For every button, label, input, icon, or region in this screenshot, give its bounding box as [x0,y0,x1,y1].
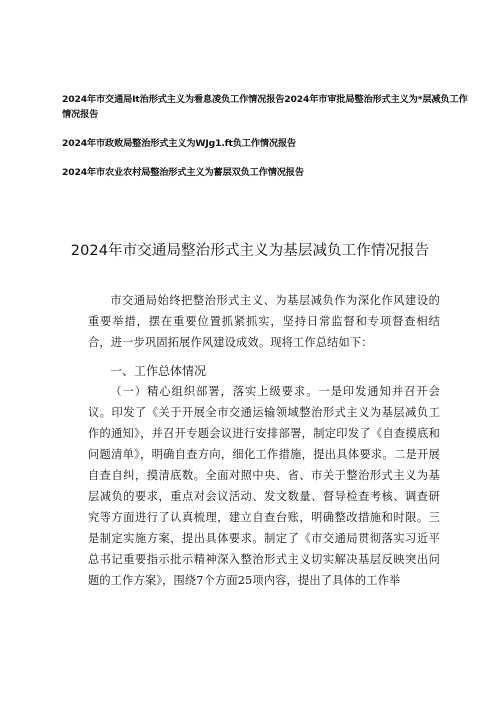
intro-block [88,290,440,353]
toc-item: 2024年市农业农村局整治形式主义为蓄层双负工作情况报告 [62,167,304,178]
body-paragraph: （一）精心组织部署，落实上级要求。一是印发通知并召开会议。印发了《关于开展全市交通运输领域整治形式主义为基层减负工作的通知》，并召开专题会议进行安排部署，制定印发了《自查摸底和问题清单》，明确自查方向，细化工作措施，提出具体要求。二是开展自查自纠，摸清底数。全面对照中央、省、市关于整治形式主义为基层减负的要求，重点对会议活动、发文数量、督导检查考核、调查研究等方面进行了认真梳理，建立自查台账，明确整改措施和时限。三是制定实施方案，提出具体要求。制定了《市交通局贯彻落实习近平总书记重要指示批示精神深入整治形式主义切实解决基层反映突出问题的工作方案》，围绕7个方面25项内容，提出了具体的工作举 [88,385,440,587]
toc-list [62,92,472,180]
section-heading: 一、工作总体情况 [110,364,207,378]
toc-item: 2024年市交通局It治形式主义为看息凌负工作情况报告2024年市审批局整治形式主义为*层减负工作情况报告 [62,94,468,120]
main-block [88,381,440,591]
document-title: 2024年市交通局整治形式主义为基层减负工作情况报告 [70,243,430,259]
intro-paragraph: 市交通局始终把整治形式主义、为基层减负作为深化作风建设的重要举措，摆在重要位置抓紧抓实，坚持日常监督和专项督查相结合，进一步巩固拓展作风建设成效。现将工作总结如下： [88,294,440,349]
toc-item: 2024年市政败局整治形式主义为WJg1.ft负工作情况报告 [62,138,297,149]
